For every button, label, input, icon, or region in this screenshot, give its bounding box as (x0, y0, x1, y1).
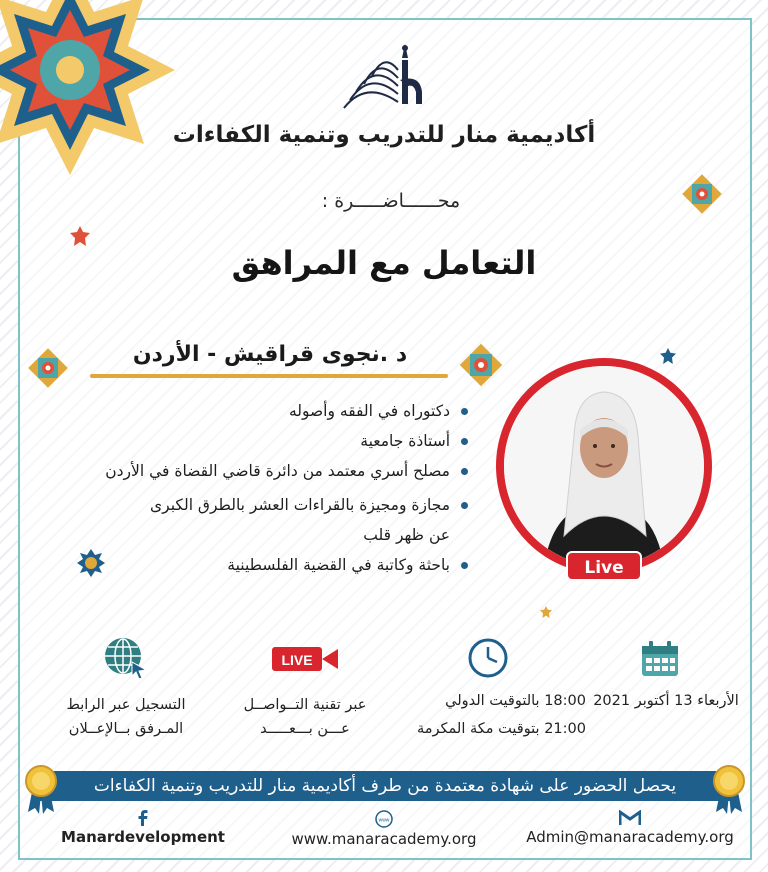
time-mecca: 21:00 بتوقيت مكة المكرمة (417, 721, 586, 737)
remote-tech-line1: عبر تقنية التــواصــل (243, 697, 367, 713)
globe-link-icon (102, 636, 148, 680)
website-link[interactable] (284, 810, 484, 848)
remote-tech-line2: عـــن بـــعـــــد (260, 721, 350, 737)
list-item: أستاذة جامعية (8, 426, 468, 456)
ornament-icon (680, 172, 724, 216)
website-url: www.manaracademy.org (291, 830, 477, 848)
gmail-icon (619, 810, 641, 826)
small-star-icon (70, 226, 90, 246)
web-icon (375, 810, 393, 828)
speaker-photo (496, 358, 712, 574)
decorative-star-icon (0, 0, 180, 180)
event-date: الأربعاء 13 أكتوبر 2021 (593, 693, 739, 709)
medal-icon (24, 764, 58, 814)
facebook-icon (137, 810, 149, 826)
small-star-icon (540, 606, 552, 618)
ornament-icon (458, 342, 504, 388)
speaker-name-underline (90, 374, 448, 378)
clock-icon (468, 638, 508, 678)
facebook-handle: Manardevelopment (61, 828, 225, 846)
svg-text:www: www (378, 817, 390, 824)
list-item-continuation: عن ظهر قلب (363, 526, 450, 544)
time-international: 18:00 بالتوقيت الدولي (445, 693, 586, 709)
lecture-title: التعامل مع المراهق (231, 244, 537, 282)
academy-name: أكاديمية منار للتدريب وتنمية الكفاءات (172, 122, 596, 148)
speaker-portrait-image (504, 366, 704, 566)
live-stream-icon (272, 645, 340, 673)
speaker-credentials-list (8, 396, 468, 580)
academy-logo (336, 40, 436, 118)
facebook-contact[interactable] (60, 810, 226, 846)
registration-line2: المـرفق بــالإعــلان (68, 721, 184, 737)
list-item: مصلح أسري معتمد من دائرة قاضي القضاة في الأردن (8, 456, 468, 486)
ornament-icon (26, 346, 70, 390)
list-item: مجازة ومجيزة بالقراءات العشر بالطرق الكبرى (8, 490, 468, 520)
list-item: باحثة وكاتبة في القضية الفلسطينية (8, 550, 468, 580)
speaker-name: د .نجوى قراقيش - الأردن (132, 342, 408, 367)
live-badge: Live (566, 551, 642, 581)
calendar-icon (640, 640, 680, 678)
list-item: دكتوراه في الفقه وأصوله (8, 396, 468, 426)
svg-text:LIVE: LIVE (281, 652, 313, 668)
email-address: Admin@manaracademy.org (526, 828, 734, 846)
registration-line1: التسجيل عبر الرابط (66, 697, 186, 713)
email-link[interactable] (516, 810, 744, 846)
lecture-label: محــــــاضـــــرة : (321, 190, 461, 212)
small-star-icon (660, 348, 676, 364)
certificate-banner: يحصل الحضور على شهادة معتمدة من طرف أكاديمية منار للتدريب وتنمية الكفاءات (40, 771, 730, 801)
medal-icon (712, 764, 746, 814)
